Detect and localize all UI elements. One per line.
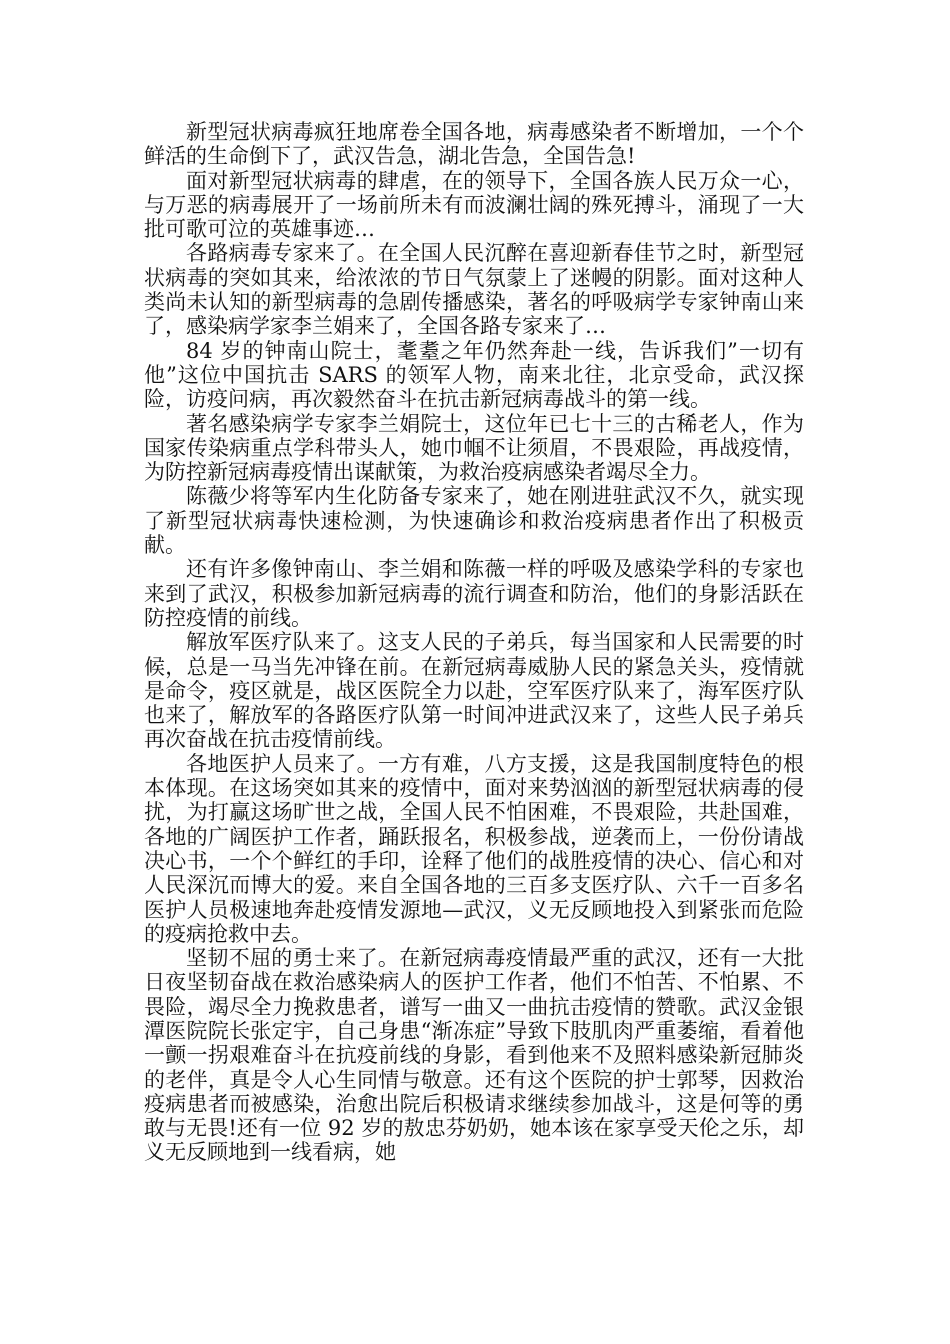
paragraph-2: 面对新型冠状病毒的肆虐，在的领导下，全国各族人民万众一心，与万恶的病毒展开了一场前所未有而波澜壮阔的殊死搏斗，涌现了一大批可歌可泣的英雄事迹… <box>144 168 804 242</box>
paragraph-7: 还有许多像钟南山、李兰娟和陈薇一样的呼吸及感染学科的专家也来到了武汉，积极参加新冠病毒的流行调查和防治，他们的身影活跃在防控疫情的前线。 <box>144 557 804 630</box>
paragraph-4: 84 岁的钟南山院士，耄耋之年仍然奔赴一线，告诉我们”一切有他”这位中国抗击 SARS 的领军人物，南来北往，北京受命，武汉探险，访疫问病，再次毅然奋斗在抗击新冠病毒战斗的第一线。 <box>144 338 804 412</box>
paragraph-9: 各地医护人员来了。一方有难，八方支援，这是我国制度特色的根本体现。在这场突如其来的疫情中，面对来势汹汹的新型冠状病毒的侵扰，为打赢这场旷世之战，全国人民不怕困难，不畏艰险，共赴国难，各地的广阔医护工作者，踊跃报名，积极参战，逆袭而上，一份份请战决心书，一个个鲜红的手印，诠释了他们的战胜疫情的决心、信心和对人民深沉而博大的爱。来自全国各地的三百多支医疗队、六千一百多名医护人员极速地奔赴疫情发源地—武汉，义无反顾地投入到紧张而危险的疫病抢救中去。 <box>144 751 804 946</box>
paragraph-1: 新型冠状病毒疯狂地席卷全国各地，病毒感染者不断增加，一个个鲜活的生命倒下了，武汉告急，湖北告急，全国告急! <box>144 120 804 169</box>
paragraph-5: 著名感染病学专家李兰娟院士，这位年已七十三的古稀老人，作为国家传染病重点学科带头人，她巾帼不让须眉，不畏艰险，再战疫情，为防控新冠病毒疫情出谋献策，为救治疫病感染者竭尽全力。 <box>144 411 804 485</box>
paragraph-3: 各路病毒专家来了。在全国人民沉醉在喜迎新春佳节之时，新型冠状病毒的突如其来，给浓浓的节日气氛蒙上了迷幔的阴影。面对这种人类尚未认知的新型病毒的急剧传播感染，著名的呼吸病学专家钟南山来了，感染病学家李兰娟来了，全国各路专家来了… <box>144 241 804 339</box>
paragraph-6: 陈薇少将等军内生化防备专家来了，她在刚进驻武汉不久，就实现了新型冠状病毒快速检测，为快速确诊和救治疫病患者作出了积极贡献。 <box>144 484 804 558</box>
paragraph-10: 坚韧不屈的勇士来了。在新冠病毒疫情最严重的武汉，还有一大批日夜坚韧奋战在救治感染病人的医护工作者，他们不怕苦、不怕累、不畏险，竭尽全力挽救患者，谱写一曲又一曲抗击疫情的赞歌。武汉金银潭医院院长张定宇，自己身患“渐冻症”导致下肢肌肉严重萎缩，看着他一颤一拐艰难奋斗在抗疫前线的身影，看到他来不及照料感染新冠肺炎的老伴，真是令人心生同情与敬意。还有这个医院的护士郭琴，因救治疫病患者而被感染，治愈出院后积极请求继续参加战斗，这是何等的勇敢与无畏!还有一位 92 岁的敖忠芬奶奶，她本该在家享受天伦之乐，却义无反顾地到一线看病，她 <box>144 946 804 1165</box>
paragraph-8: 解放军医疗队来了。这支人民的子弟兵，每当国家和人民需要的时候，总是一马当先冲锋在前。在新冠病毒威胁人民的紧急关头，疫情就是命令，疫区就是，战区医院全力以赴，空军医疗队来了，海军医疗队也来了，解放军的各路医疗队第一时间冲进武汉来了，这些人民子弟兵再次奋战在抗击疫情前线。 <box>144 630 804 752</box>
document-body <box>144 120 804 1165</box>
